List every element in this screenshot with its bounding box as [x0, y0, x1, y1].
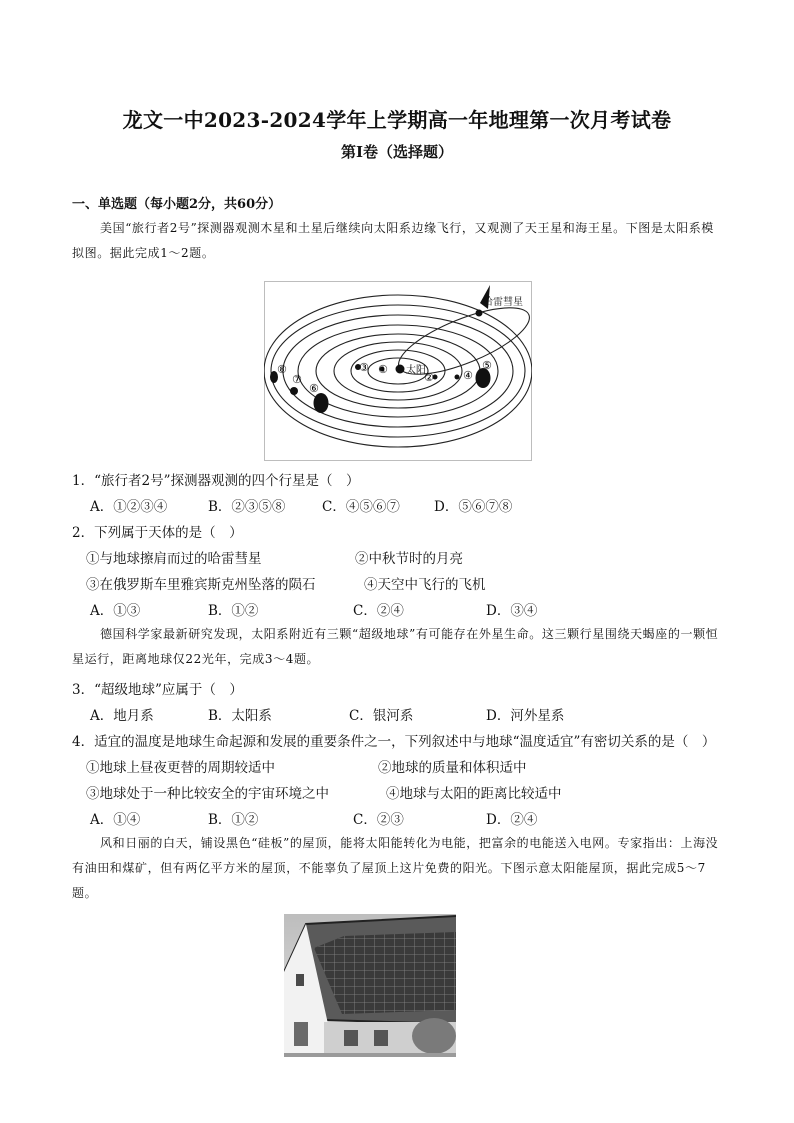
q4-statement-2: ②地球的质量和体积适中 [378, 760, 527, 776]
planet-label-2: ② [424, 371, 434, 384]
section-heading: 一、单选题（每小题2分，共60分） [72, 197, 282, 212]
sun-label: 太阳 [406, 365, 426, 376]
q4-option-b[interactable]: B．①② [208, 812, 259, 828]
q1-option-a[interactable]: A．①②③④ [90, 499, 168, 515]
passage-2: 德国科学家最新研究发现，太阳系附近有三颗“超级地球”有可能存在外星生命。这三颗行星围绕天蝎座的一颗恒星运行，距离地球仅22光年，完成3～4题。 [72, 627, 719, 666]
solar-system-figure [264, 281, 532, 461]
q4-statement-1: ①地球上昼夜更替的周期较适中 [86, 760, 275, 776]
q4-statement-3: ③地球处于一种比较安全的宇宙环境之中 [86, 786, 329, 802]
comet-label: 哈雷彗星 [483, 297, 523, 308]
q4-option-a[interactable]: A．①④ [90, 812, 141, 828]
question-3-stem: 3．“超级地球”应属于（ ） [72, 682, 243, 698]
planet-label-7: ⑦ [292, 373, 302, 386]
question-4-stem: 4．适宜的温度是地球生命起源和发展的重要条件之一，下列叙述中与地球“温度适宜”有密切关系的是（ ） [72, 734, 716, 750]
passage-1: 美国“旅行者2号”探测器观测木星和土星后继续向太阳系边缘飞行，又观测了天王星和海王星。下图是太阳系模拟图。据此完成1～2题。 [72, 221, 714, 260]
planet-label-1: ① [378, 363, 388, 376]
page-subtitle: 第Ⅰ卷（选择题） [340, 143, 454, 161]
q4-statement-4: ④地球与太阳的距离比较适中 [386, 786, 562, 802]
q2-option-c[interactable]: C．②④ [353, 603, 404, 619]
q2-statement-3: ③在俄罗斯车里雅宾斯克州坠落的陨石 [86, 577, 316, 593]
planet-label-5: ⑤ [482, 359, 492, 372]
planet-label-8: ⑧ [277, 363, 287, 376]
page-title: 龙文一中2023-2024学年上学期高一年地理第一次月考试卷 [122, 108, 672, 132]
q2-statement-4: ④天空中飞行的飞机 [364, 577, 486, 593]
passage-3: 风和日丽的白天，铺设黑色“硅板”的屋顶，能将太阳能转化为电能，把富余的电能送入电网。专家指出：上海没有油田和煤矿，但有两亿平方米的屋顶，不能辜负了屋顶上这片免费的阳光。下图示意太阳能屋顶，据此完成5～7题。 [72, 836, 719, 900]
q1-option-b[interactable]: B．②③⑤⑧ [208, 499, 286, 515]
q4-option-c[interactable]: C．②③ [353, 812, 404, 828]
q3-option-d[interactable]: D．河外星系 [486, 708, 565, 724]
planet-label-4: ④ [463, 369, 473, 382]
solar-roof-photo [284, 914, 456, 1057]
q1-option-c[interactable]: C．④⑤⑥⑦ [322, 499, 400, 515]
planet-label-6: ⑥ [309, 382, 319, 395]
q3-option-a[interactable]: A．地月系 [90, 708, 154, 724]
q2-option-a[interactable]: A．①③ [90, 603, 141, 619]
planet-label-3: ③ [359, 361, 369, 374]
q2-statement-2: ②中秋节时的月亮 [355, 551, 463, 567]
comet-nucleus-icon [476, 310, 483, 317]
q2-option-b[interactable]: B．①② [208, 603, 259, 619]
question-2-stem: 2．下列属于天体的是（ ） [72, 525, 243, 541]
q1-option-d[interactable]: D．⑤⑥⑦⑧ [434, 499, 513, 515]
q2-statement-1: ①与地球擦肩而过的哈雷彗星 [86, 551, 262, 567]
question-1-stem: 1．“旅行者2号”探测器观测的四个行星是（ ） [72, 473, 360, 489]
q3-option-b[interactable]: B．太阳系 [208, 708, 272, 724]
q4-option-d[interactable]: D．②④ [486, 812, 538, 828]
sun-icon [396, 365, 405, 374]
q3-option-c[interactable]: C．银河系 [349, 708, 414, 724]
q2-option-d[interactable]: D．③④ [486, 603, 538, 619]
